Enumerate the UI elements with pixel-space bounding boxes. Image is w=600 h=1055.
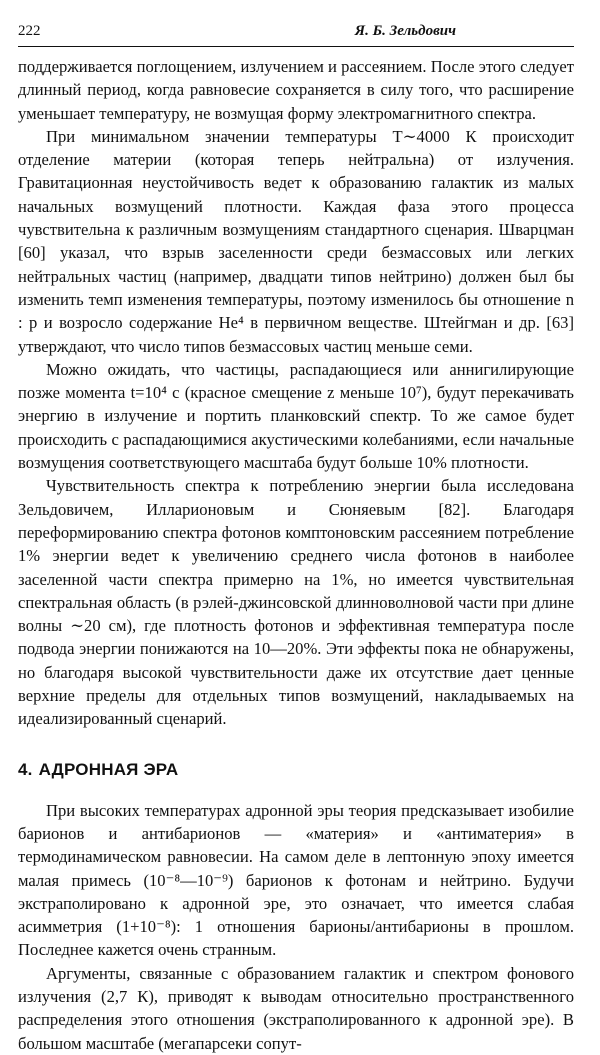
paragraph: Чувствительность спектра к потреблению энергии была исследована Зельдовичем, Илларионовым и Сюняевым [82]. Благодаря переформированию спектра фотонов комптоновским рассеянием потребление 1% энергии ведет к увеличению среднего числа фотонов в наиболее заселенной части спектра примерно на 1%, но имеется чувствительная спектральная область (в рэлей-джинсовской длинноволновой части при длине волны ∼20 см), где плотность фотонов и эффективная температура после подвода энергии понижаются на 10—20%. Эти эффекты пока не обнаружены, но благодаря высокой чувствительности даже их отсутствие дает ценные верхние пределы для отдельных типов возмущений, накладываемых на идеализированный сценарий.	[18, 476, 574, 729]
paragraph: При высоких температурах адронной эры теория предсказывает изобилие барионов и антибарионов — «материя» и «антиматерия» в термодинамическом равновесии. На самом деле в лептонную эпоху имеется малая примесь (10⁻⁸—10⁻⁹) барионов к фотонам и нейтрино. Будучи экстраполировано к адронной эре, это означает, что имеется слабая асимметрия (1+10⁻⁸): 1 отношения барионы/антибарионы в прошлом. Последнее кажется очень странным.	[18, 800, 574, 960]
section-heading	[18, 759, 574, 781]
running-title: Я. Б. Зельдович	[354, 23, 456, 39]
section-title: АДРОННАЯ ЭРА	[38, 759, 179, 779]
paragraph: Можно ожидать, что частицы, распадающиеся или аннигилирующие позже момента t=10⁴ с (красное смещение z меньше 10⁷), будут перекачивать энергию в излучение и портить планковский спектр. То же самое будет происходить с распадающимися акустическими колебаниями, если начальные возмущения соответствующего масштаба будут больше 10% плотности.	[18, 359, 574, 473]
paragraph: Аргументы, связанные с образованием галактик и спектром фонового излучения (2,7 К), приводят к выводам относительно пространственного распределения этого отношения (экстраполированного к адронной эре). В большом масштабе (мегапарсеки сопут-	[18, 963, 574, 1053]
running-header	[18, 22, 574, 47]
page-number: 222	[18, 23, 41, 39]
paragraph-continued: поддерживается поглощением, излучением и рассеянием. После этого следует длинный период, когда равновесие сохраняется в силу того, что расширение уменьшает температуру, не возмущая форму электромагнитного спектра.	[18, 57, 574, 123]
section-number: 4.	[18, 759, 33, 779]
paragraph: При минимальном значении температуры T∼4000 К происходит отделение материи (которая теперь нейтральна) от излучения. Гравитационная неустойчивость ведет к образованию галактик из малых начальных возмущений плотности. Каждая фаза этого процесса чувствительна к различным возмущениям стандартного сценария. Шварцман [60] указал, что взрыв заселенности среди безмассовых или легких нейтральных частиц (например, двадцати типов нейтрино) должен был бы изменить темп изменения температуры, поэтому изменилось бы отношение n : p и возросло содержание He⁴ в первичном веществе. Штейгман и др. [63] утверждают, что число типов безмассовых частиц меньше семи.	[18, 126, 574, 356]
